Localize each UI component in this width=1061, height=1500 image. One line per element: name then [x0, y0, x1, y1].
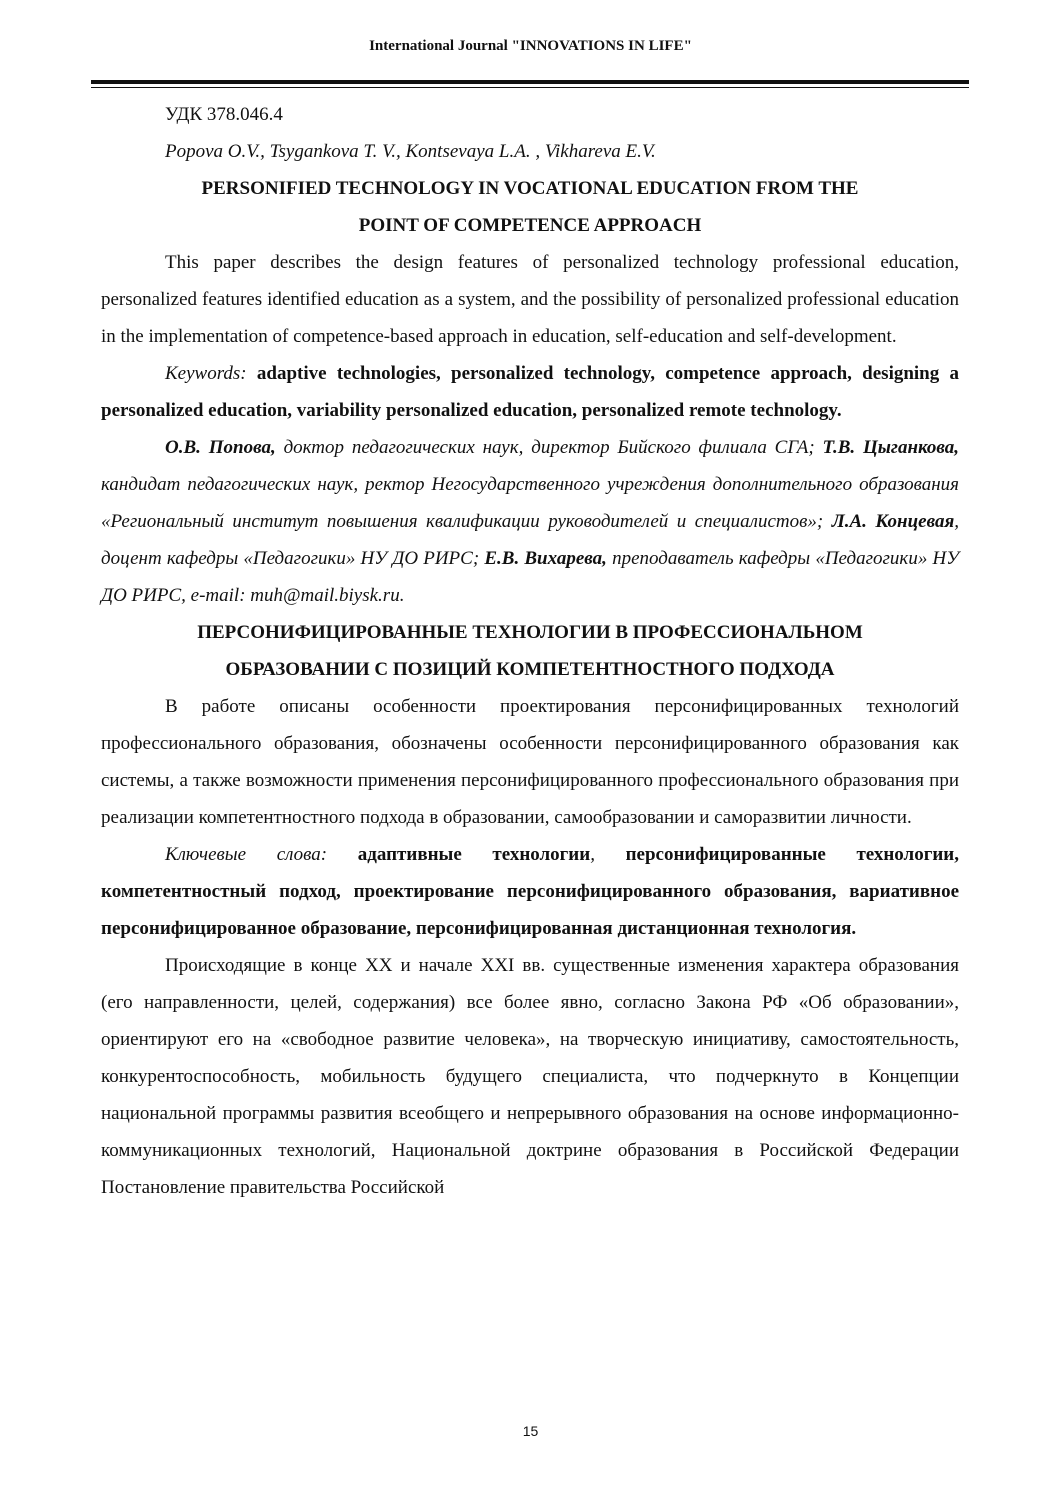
title-en: [101, 170, 959, 244]
author-ru-1-name: О.В. Попова,: [165, 437, 276, 458]
body-paragraph: Происходящие в конце XX и начале XXI вв. существенные изменения характера образования (его направленности, целей, содержания) все более явно, согласно Закона РФ «Об образовании», ориентируют его на «свободное развитие человека», на творческую инициативу, самостоятельность, конкурентоспособность, мобильность будущего специалиста, что подчеркнуто в Концепции национальной программы развития всеобщего и непрерывного образования на основе информационно-коммуникационных технологий, Национальной доктрине образования в Российской Федерации Постановление правительства Российской: [101, 955, 959, 1198]
author-ru-2-name: Т.В. Цыганкова,: [822, 437, 960, 458]
author-ru-3-name: Л.А. Концевая: [831, 511, 955, 532]
keywords-ru-label: Ключевые слова:: [165, 844, 328, 865]
title-en-line1: PERSONIFIED TECHNOLOGY IN VOCATIONAL EDUCATION FROM THE: [201, 178, 859, 199]
keywords-en-label: Keywords:: [165, 363, 247, 384]
author-ru-1-desc: доктор педагогических наук, директор Бийского филиала СГА;: [283, 437, 815, 458]
header-rule-thick: [91, 80, 969, 84]
keywords-en-text: adaptive technologies, personalized technology, competence approach, designing a personalized education, variability personalized education, personalized remote technology.: [101, 363, 960, 421]
abstract-en: This paper describes the design features of personalized technology professional education, personalized features identified education as a system, and the possibility of personalized professional education in the implementation of competence-based approach in education, self-education and self-development.: [101, 252, 959, 347]
keywords-ru-sep: ,: [590, 844, 595, 865]
udk-code: УДК 378.046.4: [165, 104, 283, 125]
title-ru-line1: ПЕРСОНИФИЦИРОВАННЫЕ ТЕХНОЛОГИИ В ПРОФЕССИОНАЛЬНОМ: [197, 622, 863, 643]
author-ru-2-desc: кандидат педагогических наук, ректор Негосударственного учреждения дополнительного образования «Региональный институт повышения квалификации руководителей и специалистов»;: [101, 474, 959, 532]
keywords-ru: [101, 836, 959, 947]
author-ru-4-name: Е.В. Вихарева,: [484, 548, 607, 569]
abstract-ru: В работе описаны особенности проектирования персонифицированных технологий профессионального образования, обозначены особенности персонифицированного образования как системы, а также возможности применения персонифицированного профессионального образования при реализации компетентностного подхода в образовании, самообразовании и саморазвитии личности.: [101, 696, 959, 828]
author-ru-3-desc: , доцент кафедры «Педагогики» НУ ДО РИРС;: [101, 511, 959, 569]
title-ru: [101, 614, 959, 688]
title-ru-line2: ОБРАЗОВАНИИ С ПОЗИЦИЙ КОМПЕТЕНТНОСТНОГО ПОДХОДА: [225, 659, 835, 680]
author-ru-4-desc: преподаватель кафедры «Педагогики» НУ ДО РИРС,: [101, 548, 960, 606]
article-content: [101, 96, 959, 1206]
journal-header: International Journal "INNOVATIONS IN LIFE": [369, 38, 692, 54]
page-number: 15: [522, 1423, 539, 1439]
title-en-line2: POINT OF COMPETENCE APPROACH: [358, 215, 702, 236]
authors-en: Popova O.V., Tsygankova T. V., Kontsevaya L.A. , Vikhareva E.V.: [165, 141, 656, 162]
keywords-ru-part1: адаптивные технологии: [357, 844, 591, 865]
authors-ru: [101, 429, 959, 614]
author-email: e-mail: muh@mail.biysk.ru.: [190, 585, 405, 606]
keywords-en: [101, 355, 959, 429]
keywords-ru-part2: персонифицированные технологии, компетентностный подход, проектирование персонифицированного образования, вариативное персонифицированное образование, персонифицированная дистанционная технология.: [101, 844, 959, 939]
header-rule-thin: [91, 87, 969, 88]
